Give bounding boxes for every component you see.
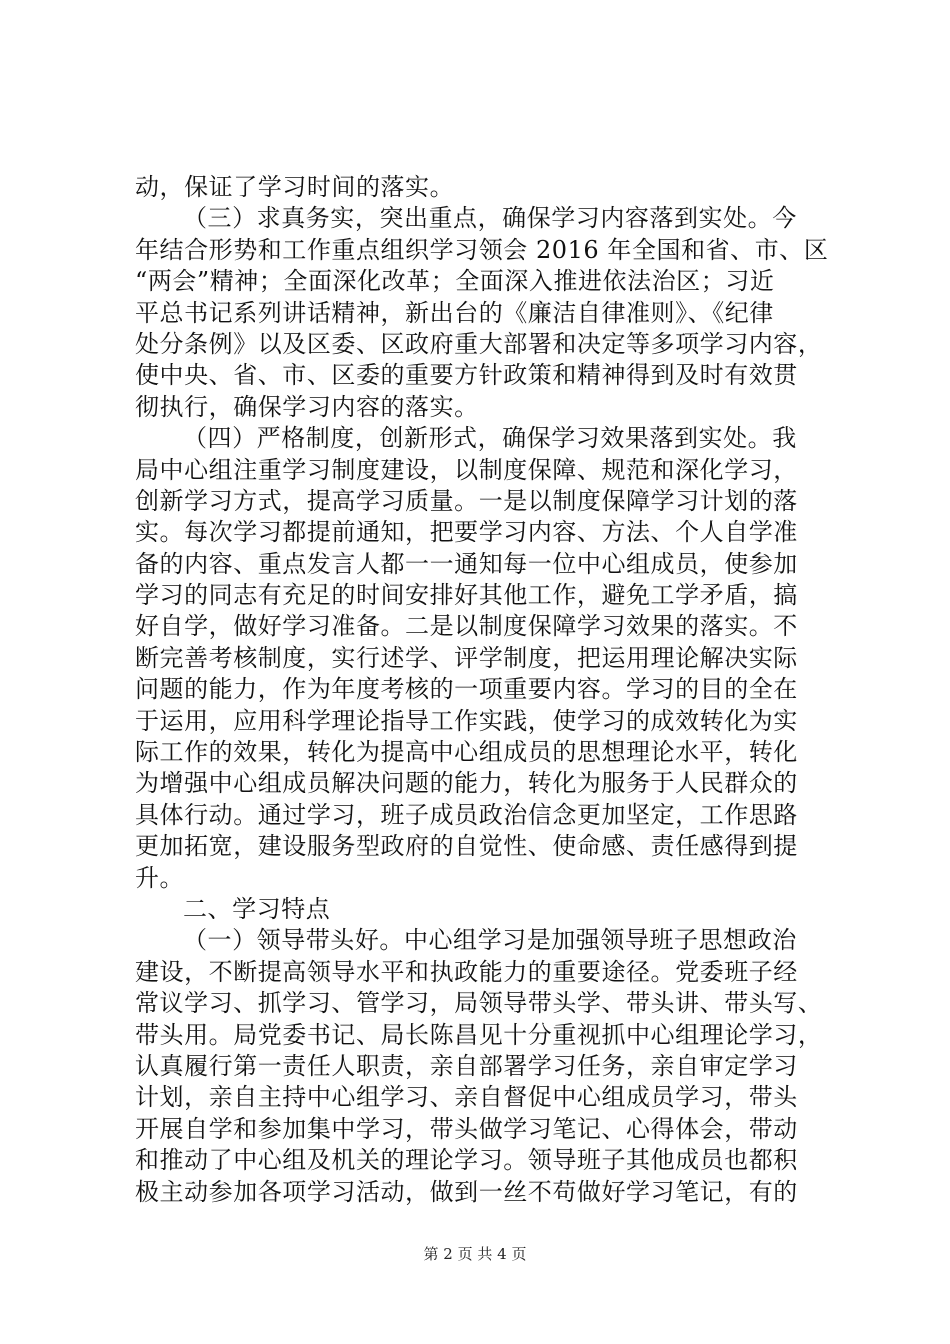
text-line: 际工作的效果，转化为提高中心组成员的思想理论水平，转化	[135, 738, 798, 767]
text-line: 使中央、省、市、区委的重要方针政策和精神得到及时有效贯	[135, 361, 798, 390]
text-line: 实。每次学习都提前通知，把要学习内容、方法、个人自学准	[135, 518, 798, 547]
page-number-footer: 第 2 页 共 4 页	[423, 1245, 527, 1263]
document-body	[135, 172, 835, 1208]
text-line: 年结合形势和工作重点组织学习领会 2016 年全国和省、市、区	[135, 235, 829, 264]
text-line: 带头用。局党委书记、局长陈昌见十分重视抓中心组理论学习，	[135, 1020, 823, 1049]
text-line: 认真履行第一责任人职责，亲自部署学习任务，亲自审定学习	[135, 1051, 798, 1080]
text-line: 创新学习方式，提高学习质量。一是以制度保障学习计划的落	[135, 486, 798, 515]
text-line: 于运用，应用科学理论指导工作实践，使学习的成效转化为实	[135, 706, 798, 735]
text-line: 问题的能力，作为年度考核的一项重要内容。学习的目的全在	[135, 675, 798, 704]
text-line: 学习的同志有充足的时间安排好其他工作，避免工学矛盾，搞	[135, 581, 798, 610]
text-line: 极主动参加各项学习活动，做到一丝不苟做好学习笔记，有的	[135, 1177, 798, 1206]
text-line: 计划，亲自主持中心组学习、亲自督促中心组成员学习，带头	[135, 1083, 798, 1112]
text-line: 和推动了中心组及机关的理论学习。领导班子其他成员也都积	[135, 1146, 798, 1175]
text-line: 平总书记系列讲话精神，新出台的《廉洁自律准则》、《纪律	[135, 298, 774, 327]
text-line: “两会”精神；全面深化改革；全面深入推进依法治区；习近	[135, 267, 775, 296]
text-line: 升。	[135, 863, 185, 892]
text-line: 具体行动。通过学习，班子成员政治信念更加坚定，工作思路	[135, 800, 798, 829]
text-line: 更加拓宽，建设服务型政府的自觉性、使命感、责任感得到提	[135, 832, 798, 861]
text-line: 动，保证了学习时间的落实。	[135, 173, 455, 201]
text-line: 断完善考核制度，实行述学、评学制度，把运用理论解决实际	[135, 643, 798, 672]
paragraph-heading-4: （四）严格制度，创新形式，确保学习效果落到实处。我	[183, 424, 797, 453]
paragraph-heading-3: （三）求真务实，突出重点，确保学习内容落到实处。今	[183, 204, 797, 233]
text-line: 为增强中心组成员解决问题的能力，转化为服务于人民群众的	[135, 769, 798, 798]
text-line: 彻执行，确保学习内容的落实。	[135, 392, 479, 421]
text-line: 建设，不断提高领导水平和执政能力的重要途径。党委班子经	[135, 957, 798, 986]
section-heading: 二、学习特点	[183, 894, 331, 923]
text-line: 好自学，做好学习准备。二是以制度保障学习效果的落实。不	[135, 612, 798, 641]
paragraph-heading-1: （一）领导带头好。中心组学习是加强领导班子思想政治	[183, 926, 797, 955]
text-line: 处分条例》以及区委、区政府重大部署和决定等多项学习内容，	[135, 329, 823, 358]
text-line: 开展自学和参加集中学习，带头做学习笔记、心得体会，带动	[135, 1114, 798, 1143]
text-line: 备的内容、重点发言人都一一通知每一位中心组成员，使参加	[135, 549, 798, 578]
text-line: 局中心组注重学习制度建设，以制度保障、规范和深化学习，	[135, 455, 798, 484]
text-line: 常议学习、抓学习、管学习，局领导带头学、带头讲、带头写、	[135, 989, 823, 1018]
